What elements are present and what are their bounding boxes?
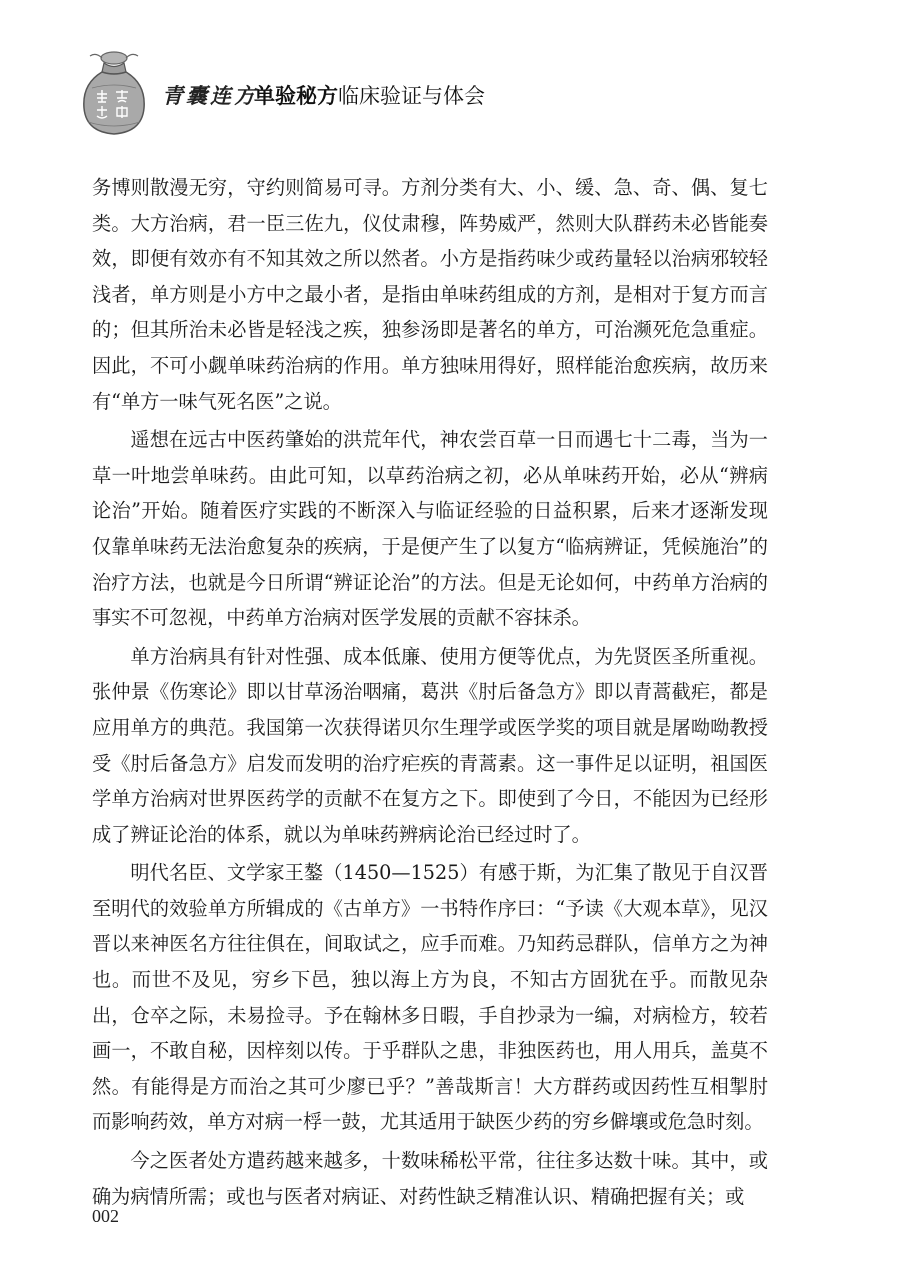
body-text [92, 170, 768, 1214]
book-title-sub: 临床验证与体会 [338, 84, 485, 108]
book-title-main: 单验秘方 [254, 84, 338, 108]
page-header [78, 48, 838, 138]
book-title [254, 80, 485, 110]
series-title: 青囊连方 [162, 83, 258, 108]
paragraph: 遥想在远古中医药肇始的洪荒年代，神农尝百草一日而遇七十二毒，当为一草一叶地尝单味药。由此可知，以草药治病之初，必从单味药开始，必从“辨病论治”开始。随着医疗实践的不断深入与临证经验的日益积累，后来才逐渐发现仅靠单味药无法治愈复杂的疾病，于是便产生了以复方“临病辨证，凭候施治”的治疗方法，也就是今日所谓“辨证论治”的方法。但是无论如何，中药单方治病的事实不可忽视，中药单方治病对医学发展的贡献不容抹杀。 [92, 428, 768, 630]
paragraph: 今之医者处方遣药越来越多，十数味稀松平常，往往多达数十味。其中，或确为病情所需；或也与医者对病证、对药性缺乏精准认识、精确把握有关；或 [92, 1149, 768, 1208]
medicine-pouch-icon [78, 48, 150, 138]
page-number: 002 [92, 1206, 119, 1226]
paragraph: 单方治病具有针对性强、成本低廉、使用方便等优点，为先贤医圣所重视。张仲景《伤寒论》即以甘草汤治咽痛，葛洪《肘后备急方》即以青蒿截疟，都是应用单方的典范。我国第一次获得诺贝尔生理学或医学奖的项目就是屠呦呦教授受《肘后备急方》启发而发明的治疗疟疾的青蒿素。这一事件足以证明，祖国医学单方治病对世界医药学的贡献不在复方之下。即使到了今日，不能因为已经形成了辨证论治的体系，就以为单味药辨病论治已经过时了。 [92, 644, 768, 846]
paragraph: 务博则散漫无穷，守约则简易可寻。方剂分类有大、小、缓、急、奇、偶、复七类。大方治病，君一臣三佐九，仪仗肃穆，阵势威严，然则大队群药未必皆能奏效，即便有效亦有不知其效之所以然者。小方是指药味少或药量轻以治病邪较轻浅者，单方则是小方中之最小者，是指由单味药组成的方剂，是相对于复方而言的；但其所治未必皆是轻浅之疾，独参汤即是著名的单方，可治濒死危急重症。因此，不可小觑单味药治病的作用。单方独味用得好，照样能治愈疾病，故历来有“单方一味气死名医”之说。 [92, 176, 768, 413]
paragraph: 明代名臣、文学家王鏊（1450—1525）有感于斯，为汇集了散见于自汉晋至明代的效验单方所辑成的《古单方》一书特作序曰：“予读《大观本草》，见汉晋以来神医名方往往俱在，间取试之，应手而难。乃知药忌群队，信单方之为神也。而世不及见，穷乡下邑，独以海上方为良，不知古方固犹在乎。而散见杂出，仓卒之际，未易捡寻。予在翰林多日暇，手自抄录为一编，对病检方，较若画一，不敢自秘，因梓刻以传。于乎群队之患，非独医药也，用人用兵，盖莫不然。有能得是方而治之其可少廖已乎？”善哉斯言！大方群药或因药性互相掣肘而影响药效，单方对病一桴一鼓，尤其适用于缺医少药的穷乡僻壤或危急时刻。 [92, 861, 768, 1134]
